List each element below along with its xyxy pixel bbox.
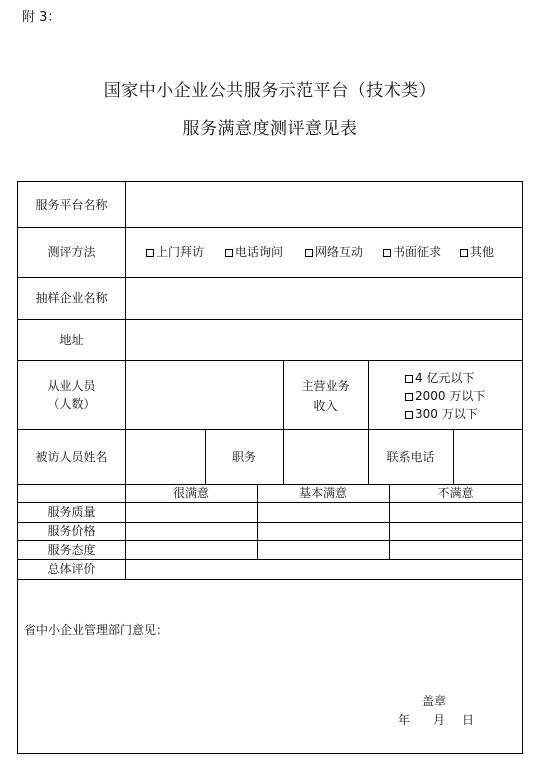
revenue-option-400m[interactable]: 4 亿元以下 — [405, 371, 474, 385]
checkbox-icon — [460, 249, 468, 257]
staff-label: 从业人员 — [47, 379, 96, 393]
row-divider — [18, 484, 522, 485]
form-subtitle: 服务满意度测评意见表 — [182, 119, 358, 139]
revenue-option-3m[interactable]: 300 万以下 — [405, 407, 478, 421]
checkbox-icon — [225, 249, 233, 257]
row-divider — [18, 227, 522, 228]
rating-row-overall: 总体评价 — [47, 562, 96, 576]
checkbox-icon — [405, 375, 413, 383]
row-divider — [18, 522, 522, 523]
revenue-option-20m[interactable]: 2000 万以下 — [405, 389, 485, 403]
evaluation-table — [17, 181, 523, 754]
row-divider — [18, 319, 522, 320]
rating-header-basically-satisfied: 基本满意 — [298, 486, 347, 500]
checkbox-icon — [146, 249, 154, 257]
checkbox-icon — [305, 249, 313, 257]
position-label: 职务 — [231, 450, 256, 464]
rating-header-dissatisfied: 不满意 — [437, 486, 474, 500]
date-day: 日 — [462, 713, 475, 727]
column-divider — [453, 429, 454, 484]
method-option-phone[interactable]: 电话询问 — [225, 245, 283, 259]
column-divider — [125, 182, 126, 579]
row-divider — [18, 277, 522, 278]
phone-label: 联系电话 — [386, 450, 435, 464]
interviewee-label: 被访人员姓名 — [35, 450, 108, 464]
platform-name-label: 服务平台名称 — [35, 198, 108, 212]
checkbox-icon — [383, 249, 391, 257]
column-divider — [368, 360, 369, 484]
checkbox-icon — [405, 411, 413, 419]
rating-row-attitude: 服务态度 — [47, 543, 96, 557]
rating-header-very-satisfied: 很满意 — [172, 486, 209, 500]
row-divider — [18, 429, 522, 430]
seal-label: 盖章 — [422, 694, 447, 708]
date-year: 年 — [398, 713, 411, 727]
row-divider — [18, 502, 522, 503]
method-option-written[interactable]: 书面征求 — [383, 245, 441, 259]
annex-label: 附 3： — [22, 10, 61, 25]
row-divider — [18, 360, 522, 361]
revenue-label-line2: 收入 — [313, 399, 338, 413]
date-month: 月 — [433, 713, 446, 727]
sample-company-label: 抽样企业名称 — [35, 291, 108, 305]
method-label: 测评方法 — [47, 245, 96, 259]
opinion-label: 省中小企业管理部门意见： — [24, 623, 169, 637]
rating-row-quality: 服务质量 — [47, 505, 96, 519]
row-divider — [18, 540, 522, 541]
staff-label-unit: （人数） — [47, 397, 96, 411]
method-option-other[interactable]: 其他 — [460, 245, 494, 259]
method-option-visit[interactable]: 上门拜访 — [146, 245, 204, 259]
checkbox-icon — [405, 393, 413, 401]
address-label: 地址 — [59, 333, 84, 347]
method-option-online[interactable]: 网络互动 — [305, 245, 363, 259]
form-title: 国家中小企业公共服务示范平台（技术类） — [103, 81, 437, 101]
row-divider — [18, 579, 522, 580]
row-divider — [18, 559, 522, 560]
rating-row-price: 服务价格 — [47, 524, 96, 538]
revenue-label: 主营业务 — [301, 379, 350, 393]
